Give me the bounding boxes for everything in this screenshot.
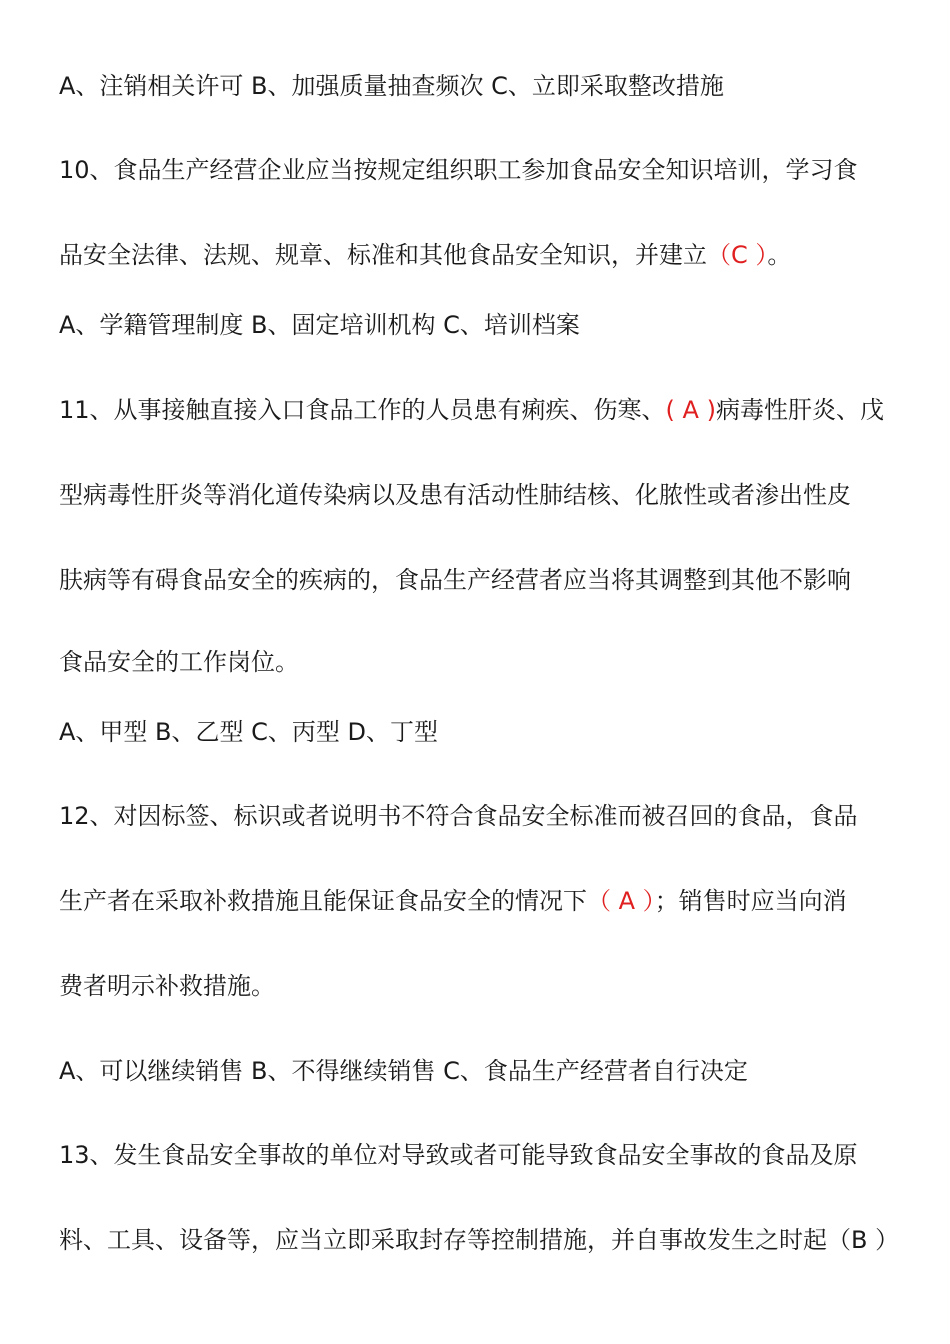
q10-options: A、学籍管理制度 B、固定培训机构 C、培训档案 [59,311,580,339]
q10-text-line2 [59,239,899,271]
q9-options: A、注销相关许可 B、加强质量抽查频次 C、立即采取整改措施 [59,72,724,100]
q11-text-line3: 肤病等有碍食品安全的疾病的，食品生产经营者应当将其调整到其他不影响 [59,566,851,594]
q11-text-line2: 型病毒性肝炎等消化道传染病以及患有活动性肺结核、化脓性或者渗出性皮 [59,481,851,509]
q12-text-line1: 12、对因标签、标识或者说明书不符合食品安全标准而被召回的食品，食品 [59,802,858,830]
q11-answer: ( A ) [665,396,716,424]
q11-text-after: 病毒性肝炎、戊 [715,396,884,424]
q11-text-before: 11、从事接触直接入口食品工作的人员患有痢疾、伤寒、 [59,396,666,424]
q13-text-line2: 料、工具、设备等，应当立即采取封存等控制措施，并自事故发生之时起（B ） [59,1226,899,1254]
q12-text-line3: 费者明示补救措施。 [59,972,275,1000]
q11-text-line4: 食品安全的工作岗位。 [59,648,299,676]
q12-text-after: ；销售时应当向消 [654,887,847,915]
q11-text-line1 [59,394,899,426]
q11-options: A、甲型 B、乙型 C、丙型 D、丁型 [59,718,439,746]
q10-answer: （C ） [707,241,768,269]
q13-text-line1: 13、发生食品安全事故的单位对导致或者可能导致食品安全事故的食品及原 [59,1141,858,1169]
q12-answer: （ A ） [587,887,655,915]
q10-text-before: 品安全法律、法规、规章、标准和其他食品安全知识，并建立 [59,241,707,269]
q12-text-before: 生产者在采取补救措施且能保证食品安全的情况下 [59,887,587,915]
q12-text-line2 [59,885,899,917]
q10-text-after: 。 [767,241,792,269]
q12-options: A、可以继续销售 B、不得继续销售 C、食品生产经营者自行决定 [59,1057,748,1085]
q10-text-line1: 10、食品生产经营企业应当按规定组织职工参加食品安全知识培训，学习食 [59,156,858,184]
